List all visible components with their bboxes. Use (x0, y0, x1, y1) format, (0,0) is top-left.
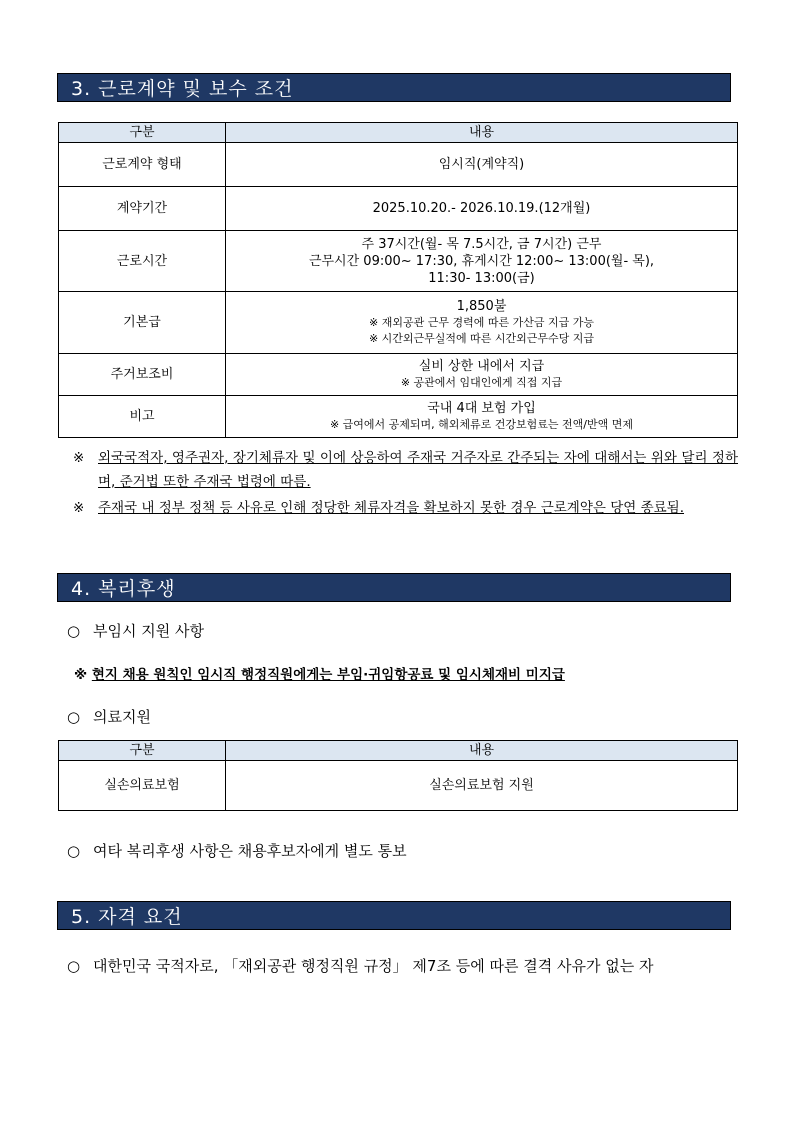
content-line: 국내 4대 보험 가입 (427, 401, 536, 416)
header-content: 내용 (226, 741, 738, 761)
content-note: ※ 급여에서 공제되며, 해외체류로 건강보험료는 전액/반액 면제 (329, 418, 634, 431)
bullet-text: 의료지원 (93, 708, 151, 726)
note-foreigner (73, 446, 738, 494)
content-note: ※ 재외공관 근무 경력에 따른 가산금 지급 가능 (369, 316, 594, 329)
section-5-header (57, 901, 731, 930)
bullet-text: 부임시 지원 사항 (93, 622, 204, 640)
bullet-medical-support (67, 704, 737, 730)
table-row (59, 187, 738, 231)
row-content (226, 354, 738, 396)
bullet-other-benefits (67, 838, 737, 864)
medical-table (58, 740, 738, 811)
content-line: 임시직(계약직) (438, 157, 525, 172)
bullet-text: 여타 복리후생 사항은 채용후보자에게 별도 통보 (93, 842, 407, 860)
row-label: 실손의료보험 (59, 761, 226, 811)
section-4-header (57, 573, 731, 602)
header-category: 구분 (59, 741, 226, 761)
circle-bullet-icon: ○ (67, 622, 81, 640)
row-content (226, 143, 738, 187)
content-line: 실비 상한 내에서 지급 (418, 359, 545, 374)
note-text: 주재국 내 정부 정책 등 사유로 인해 정당한 체류자격을 확보하지 못한 경우 근로계약은 당연 종료됨. (98, 500, 685, 516)
content-line: 11:30- 13:00(금) (428, 270, 535, 286)
row-label: 기본급 (59, 292, 226, 354)
contract-table (58, 122, 738, 438)
table-row (59, 231, 738, 292)
bullet-text: 대한민국 국적자로, 「재외공관 행정직원 규정」 제7조 등에 따른 결격 사유가 없는 자 (93, 957, 654, 975)
circle-bullet-icon: ○ (67, 708, 81, 726)
content-note: ※ 공관에서 임대인에게 직접 지급 (400, 376, 563, 389)
reference-mark: ※ (73, 500, 85, 516)
table-row (59, 354, 738, 396)
row-content (226, 187, 738, 231)
row-label: 주거보조비 (59, 354, 226, 396)
row-label: 계약기간 (59, 187, 226, 231)
reference-mark: ※ (74, 667, 88, 683)
reference-mark: ※ (73, 450, 85, 466)
table-row (59, 761, 738, 811)
section-3-header (57, 73, 731, 102)
content-note: ※ 시간외근무실적에 따른 시간외근무수당 지급 (368, 332, 595, 345)
row-label: 근로계약 형태 (59, 143, 226, 187)
note-text: 외국국적자, 영주권자, 장기체류자 및 이에 상응하여 주재국 거주자로 간주되는 자에 대해서는 위와 달리 정하며, 준거법 또한 주재국 법령에 따름. (98, 450, 738, 490)
table-row (59, 143, 738, 187)
note-text: 현지 채용 원칙인 임시직 행정직원에게는 부임·귀임항공료 및 임시체재비 미지급 (91, 667, 565, 683)
header-category: 구분 (59, 123, 226, 143)
content-line: 주 37시간(월- 목 7.5시간, 금 7시간) 근무 (361, 236, 602, 252)
table-row (59, 396, 738, 438)
row-content (226, 396, 738, 438)
circle-bullet-icon: ○ (67, 842, 81, 860)
content-line: 2025.10.20.- 2026.10.19.(12개월) (372, 201, 591, 216)
table-header-row (59, 123, 738, 143)
section-3-title: 3. 근로계약 및 보수 조건 (71, 78, 294, 100)
note-residency (73, 496, 738, 520)
row-label: 근로시간 (59, 231, 226, 292)
row-content (226, 292, 738, 354)
section-5-title: 5. 자격 요건 (71, 906, 183, 928)
row-content (226, 231, 738, 292)
circle-bullet-icon: ○ (67, 957, 81, 975)
bullet-eligibility (67, 953, 737, 979)
table-row (59, 292, 738, 354)
row-label: 비고 (59, 396, 226, 438)
content-line: 근무시간 09:00~ 17:30, 휴게시간 12:00~ 13:00(월- 목), (308, 253, 655, 269)
section-4-title: 4. 복리후생 (71, 578, 176, 600)
header-content: 내용 (226, 123, 738, 143)
bullet-relocation-support (67, 618, 737, 644)
content-line: 1,850불 (456, 299, 507, 314)
row-content: 실손의료보험 지원 (226, 761, 738, 811)
note-airfare (74, 665, 565, 685)
table-header-row (59, 741, 738, 761)
